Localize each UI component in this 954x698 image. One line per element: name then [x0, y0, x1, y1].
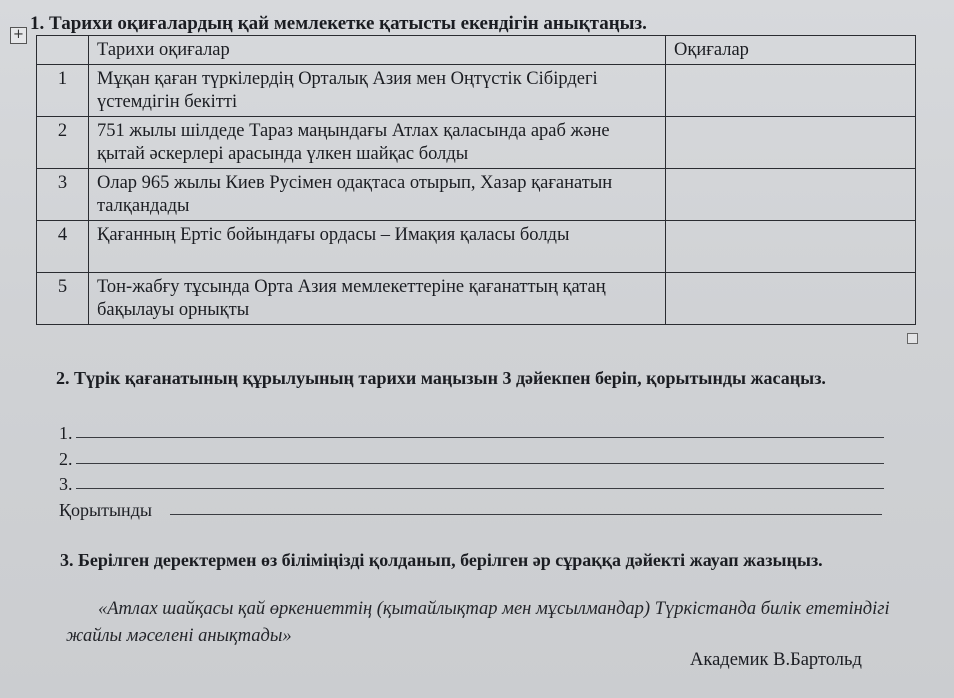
table-row: [37, 221, 916, 273]
conclusion-line: [59, 500, 152, 521]
header-events: Тарихи оқиғалар: [89, 36, 666, 65]
table-row: [37, 117, 916, 169]
row-number: 4: [37, 221, 89, 273]
quote-author: Академик В.Бартольд: [690, 650, 862, 670]
row-event: Олар 965 жылы Киев Русімен одақтаса отырып, Хазар қағанатын талқандады: [89, 169, 666, 221]
row-event: 751 жылы шілдеде Тараз маңындағы Атлах қаласында араб және қытай әскерлері арасында үлкен шайқас болды: [89, 117, 666, 169]
row-answer-cell[interactable]: [666, 221, 916, 273]
plus-icon: +: [13, 27, 24, 42]
row-answer-cell[interactable]: [666, 273, 916, 325]
answer-line-3: [59, 474, 73, 495]
row-number: 1: [37, 65, 89, 117]
task2-title: 2. Түрік қағанатының құрылуының тарихи маңызын 3 дәйекпен беріп, қорытынды жасаңыз.: [56, 368, 826, 388]
row-answer-cell[interactable]: [666, 169, 916, 221]
row-answer-cell[interactable]: [666, 65, 916, 117]
row-number: 2: [37, 117, 89, 169]
answer-line-label: 1.: [59, 423, 73, 443]
table-move-handle[interactable]: [10, 27, 27, 44]
row-answer-cell[interactable]: [666, 117, 916, 169]
row-number: 5: [37, 273, 89, 325]
task3-title: 3. Берілген деректермен өз біліміңізді қолданып, берілген әр сұраққа дәйекті жауап жазыңыз.: [60, 550, 823, 570]
historian-quote: «Атлах шайқасы қай өркениеттің (қытайлықтар мен мұсылмандар) Түркістанда билік ететіндігі жайлы мәселені анықтады»: [66, 599, 890, 646]
events-table: [36, 35, 916, 325]
answer-rule-3[interactable]: [76, 488, 884, 489]
row-number: 3: [37, 169, 89, 221]
answer-line-2: [59, 449, 73, 470]
row-event: Мұқан қаған түркілердің Орталық Азия мен Оңтүстік Сібірдегі үстемдігін бекітті: [89, 65, 666, 117]
table-row: [37, 65, 916, 117]
table-row: [37, 169, 916, 221]
answer-line-label: 2.: [59, 449, 73, 469]
conclusion-rule[interactable]: [170, 514, 882, 515]
header-state: Оқиғалар: [666, 36, 916, 65]
conclusion-label: Қорытынды: [59, 500, 152, 520]
header-number: [37, 36, 89, 65]
answer-rule-1[interactable]: [76, 437, 884, 438]
answer-line-label: 3.: [59, 474, 73, 494]
answer-rule-2[interactable]: [76, 463, 884, 464]
task1-title: 1. Тарихи оқиғалардың қай мемлекетке қатысты екендігін анықтаңыз.: [30, 13, 647, 34]
row-event: Қағанның Ертіс бойындағы ордасы – Имақия қаласы болды: [89, 221, 666, 273]
answer-line-1: [59, 423, 73, 444]
table-resize-handle[interactable]: [907, 333, 918, 344]
table-row: [37, 273, 916, 325]
row-event: Тон-жабғу тұсында Орта Азия мемлекеттеріне қағанаттың қатаң бақылауы орнықты: [89, 273, 666, 325]
table-header-row: [37, 36, 916, 65]
